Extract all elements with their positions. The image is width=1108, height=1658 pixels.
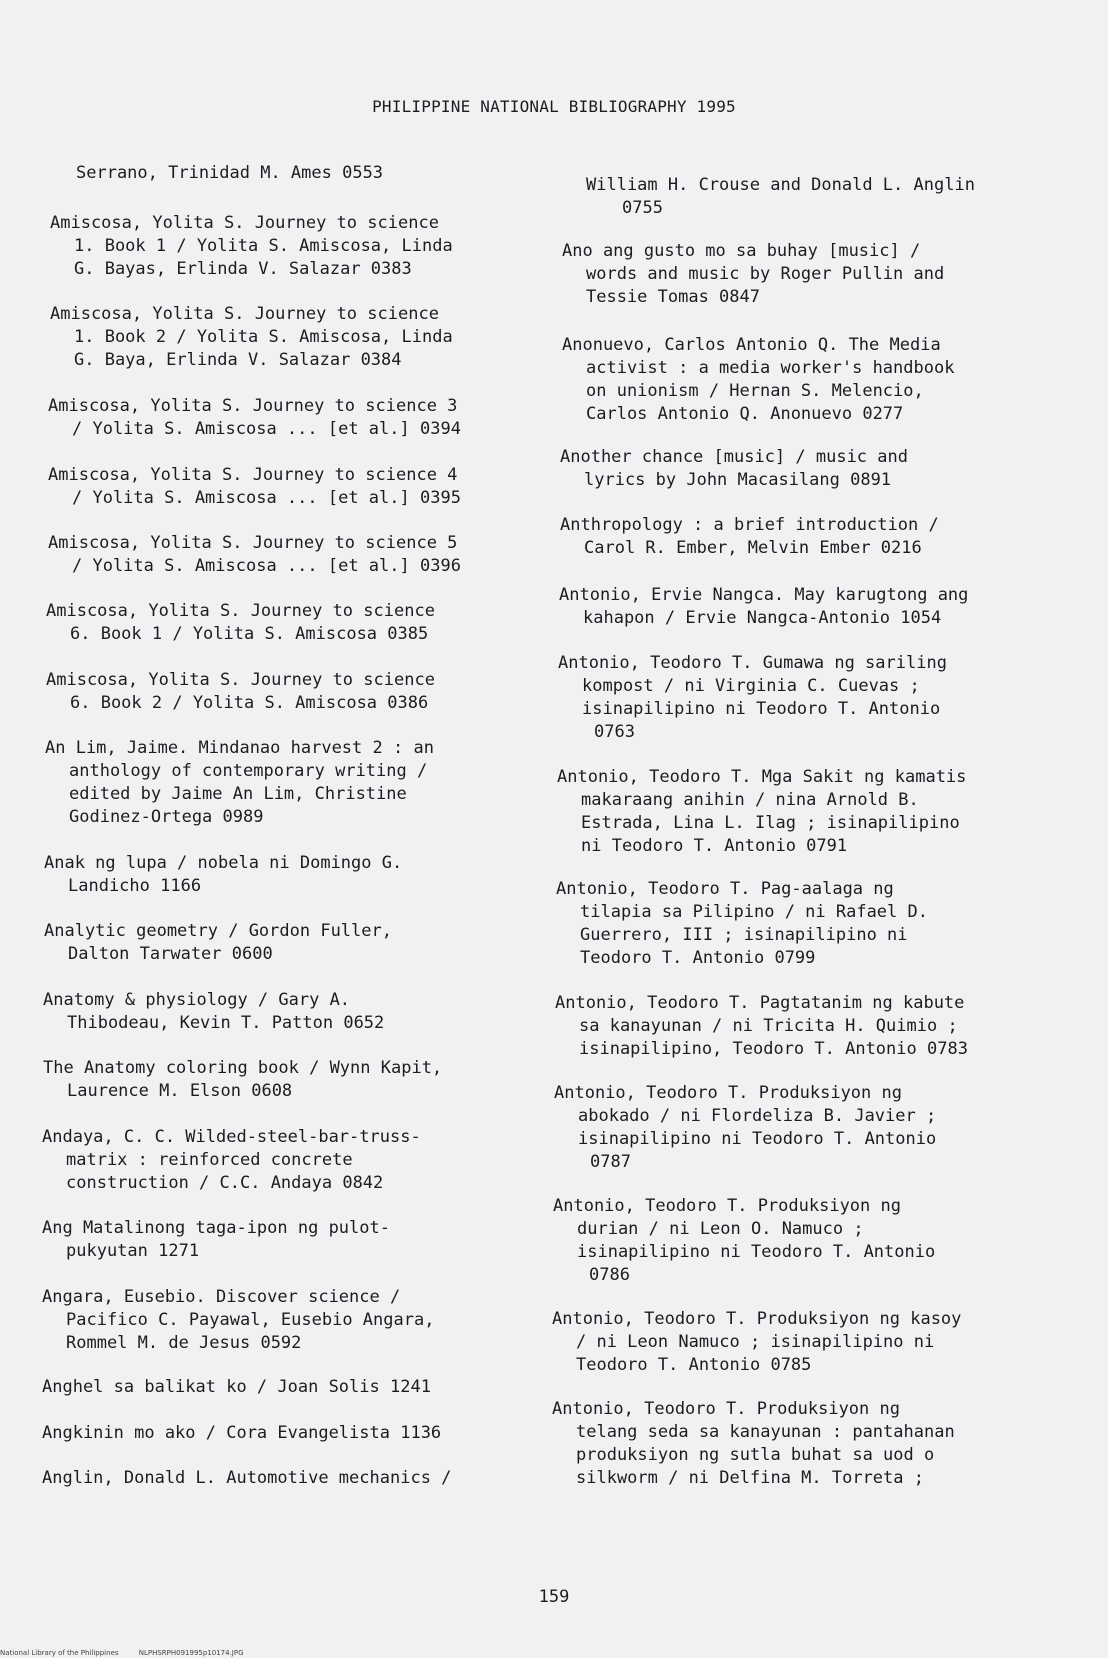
entry-line: matrix : reinforced concrete — [66, 1150, 353, 1170]
entry-line: Antonio, Ervie Nangca. May karugtong ang — [559, 585, 969, 605]
bib-entry — [556, 878, 928, 970]
bib-entry — [557, 766, 966, 858]
entry-line: Amiscosa, Yolita S. Journey to science — [46, 601, 435, 621]
page-header: PHILIPPINE NATIONAL BIBLIOGRAPHY 1995 — [372, 97, 736, 116]
entry-line: Antonio, Teodoro T. Produksiyon ng — [553, 1196, 901, 1216]
entry-line: kahapon / Ervie Nangca-Antonio 1054 — [583, 608, 942, 628]
entry-line: Analytic geometry / Gordon Fuller, — [44, 921, 392, 941]
entry-line: Antonio, Teodoro T. Produksiyon ng kasoy — [552, 1309, 962, 1329]
bib-entry — [560, 514, 939, 560]
entry-line: G. Bayas, Erlinda V. Salazar 0383 — [74, 259, 412, 279]
bib-entry — [44, 920, 392, 966]
bib-entry — [43, 989, 384, 1035]
entry-line: Amiscosa, Yolita S. Journey to science 5 — [48, 533, 458, 553]
entry-line: Anthropology : a brief introduction / — [560, 515, 939, 535]
bib-entry — [48, 532, 461, 578]
entry-line: 0755 — [622, 198, 663, 218]
bib-entry — [42, 1286, 434, 1355]
entry-line: Rommel M. de Jesus 0592 — [66, 1333, 302, 1353]
entry-line: An Lim, Jaime. Mindanao harvest 2 : an — [45, 738, 434, 758]
bib-entry — [50, 303, 453, 372]
bib-entry — [560, 446, 908, 492]
entry-line: / ni Leon Namuco ; isinapilipino ni — [576, 1332, 935, 1352]
entry-line: on unionism / Hernan S. Melencio, — [586, 381, 924, 401]
entry-line: Amiscosa, Yolita S. Journey to science — [50, 213, 439, 233]
entry-line: / Yolita S. Amiscosa ... [et al.] 0395 — [72, 488, 461, 508]
entry-line: Amiscosa, Yolita S. Journey to science 3 — [48, 396, 458, 416]
entry-line: isinapilipino ni Teodoro T. Antonio — [578, 1129, 937, 1149]
entry-line: William H. Crouse and Donald L. Anglin — [586, 175, 975, 195]
entry-line: Amiscosa, Yolita S. Journey to science — [46, 670, 435, 690]
entry-line: telang seda sa kanayunan : pantahanan — [576, 1422, 955, 1442]
entry-line: G. Baya, Erlinda V. Salazar 0384 — [74, 350, 402, 370]
scan-footer — [0, 1649, 262, 1657]
entry-line: Laurence M. Elson 0608 — [67, 1081, 293, 1101]
entry-line: Pacifico C. Payawal, Eusebio Angara, — [66, 1310, 435, 1330]
entry-line: Anonuevo, Carlos Antonio Q. The Media — [562, 335, 941, 355]
entry-line: Anatomy & physiology / Gary A. — [43, 990, 351, 1010]
bib-entry — [552, 1398, 955, 1490]
entry-line: Antonio, Teodoro T. Gumawa ng sariling — [558, 653, 947, 673]
entry-line: abokado / ni Flordeliza B. Javier ; — [578, 1106, 937, 1126]
entry-line: produksiyon ng sutla buhat sa uod o — [576, 1445, 935, 1465]
entry-line: 0763 — [594, 722, 635, 742]
bib-entry — [46, 600, 435, 646]
bib-entry — [48, 395, 461, 441]
entry-line: Angkinin mo ako / Cora Evangelista 1136 — [42, 1423, 442, 1443]
bib-entry — [42, 1376, 431, 1399]
entry-line: sa kanayunan / ni Tricita H. Quimio ; — [579, 1016, 958, 1036]
entry-line: 1. Book 1 / Yolita S. Amiscosa, Linda — [74, 236, 453, 256]
entry-line: Antonio, Teodoro T. Produksiyon ng — [554, 1083, 902, 1103]
bib-entry — [45, 737, 434, 829]
entry-line: kompost / ni Virginia C. Cuevas ; — [582, 676, 920, 696]
entry-line: pukyutan 1271 — [66, 1241, 200, 1261]
entry-line: isinapilipino, Teodoro T. Antonio 0783 — [579, 1039, 968, 1059]
entry-line: Anak ng lupa / nobela ni Domingo G. — [44, 853, 403, 873]
entry-line: Amiscosa, Yolita S. Journey to science 4 — [48, 465, 458, 485]
entry-line: Antonio, Teodoro T. Mga Sakit ng kamatis — [557, 767, 967, 787]
bib-entry — [42, 1422, 441, 1445]
footer-filename: NLPHSRPH091995p10174.JPG — [138, 1649, 244, 1657]
bib-entry — [46, 669, 435, 715]
entry-line: Carlos Antonio Q. Anonuevo 0277 — [586, 404, 904, 424]
entry-line: tilapia sa Pilipino / ni Rafael D. — [580, 902, 928, 922]
bib-entry — [554, 1082, 936, 1174]
entry-line: / Yolita S. Amiscosa ... [et al.] 0396 — [72, 556, 461, 576]
entry-line: Amiscosa, Yolita S. Journey to science — [50, 304, 439, 324]
entry-line: Antonio, Teodoro T. Pag-aalaga ng — [556, 879, 894, 899]
bib-entry — [559, 584, 968, 630]
entry-line: isinapilipino ni Teodoro T. Antonio — [582, 699, 941, 719]
entry-line: Serrano, Trinidad M. Ames 0553 — [76, 163, 384, 183]
entry-line: Carol R. Ember, Melvin Ember 0216 — [584, 538, 922, 558]
bib-entry — [42, 1126, 421, 1195]
entry-line: The Anatomy coloring book / Wynn Kapit, — [43, 1058, 443, 1078]
entry-line: Guerrero, III ; isinapilipino ni — [580, 925, 908, 945]
entry-line: Estrada, Lina L. Ilag ; isinapilipino — [581, 813, 960, 833]
bib-entry — [562, 240, 944, 309]
entry-line: Angara, Eusebio. Discover science / — [42, 1287, 401, 1307]
entry-line: lyrics by John Macasilang 0891 — [584, 470, 892, 490]
entry-line: makaraang anihin / nina Arnold B. — [581, 790, 919, 810]
entry-line: Landicho 1166 — [68, 876, 202, 896]
bib-entry — [48, 464, 461, 510]
entry-line: Andaya, C. C. Wilded-steel-bar-truss- — [42, 1127, 421, 1147]
entry-line: Anghel sa balikat ko / Joan Solis 1241 — [42, 1377, 431, 1397]
bib-entry — [42, 1217, 390, 1263]
entry-line: Anglin, Donald L. Automotive mechanics / — [42, 1468, 452, 1488]
bib-entry — [43, 1057, 442, 1103]
bib-entry — [555, 992, 968, 1061]
entry-line: Thibodeau, Kevin T. Patton 0652 — [67, 1013, 385, 1033]
entry-line: Dalton Tarwater 0600 — [68, 944, 273, 964]
bib-entry — [553, 1195, 935, 1287]
entry-line: Teodoro T. Antonio 0785 — [576, 1355, 812, 1375]
entry-line: Teodoro T. Antonio 0799 — [580, 948, 816, 968]
footer-source: National Library of the Philippines — [0, 1649, 119, 1657]
bib-entry — [42, 1467, 451, 1490]
entry-line: durian / ni Leon O. Namuco ; — [577, 1219, 864, 1239]
bib-entry — [562, 334, 954, 426]
entry-line: ni Teodoro T. Antonio 0791 — [581, 836, 848, 856]
entry-line: Godinez-Ortega 0989 — [69, 807, 264, 827]
entry-line: / Yolita S. Amiscosa ... [et al.] 0394 — [72, 419, 461, 439]
entry-line: words and music by Roger Pullin and — [586, 264, 945, 284]
bib-entry — [586, 174, 975, 220]
bib-entry — [44, 852, 402, 898]
entry-line: activist : a media worker's handbook — [586, 358, 955, 378]
bib-entry — [552, 1308, 961, 1377]
entry-line: Antonio, Teodoro T. Pagtatanim ng kabute — [555, 993, 965, 1013]
entry-line: 6. Book 2 / Yolita S. Amiscosa 0386 — [70, 693, 429, 713]
entry-line: silkworm / ni Delfina M. Torreta ; — [576, 1468, 924, 1488]
entry-line: anthology of contemporary writing / — [69, 761, 428, 781]
bib-entry — [50, 212, 453, 281]
entry-line: Tessie Tomas 0847 — [586, 287, 760, 307]
entry-line: Antonio, Teodoro T. Produksiyon ng — [552, 1399, 900, 1419]
entry-line: edited by Jaime An Lim, Christine — [69, 784, 407, 804]
bib-entry — [558, 652, 947, 744]
entry-line: 0786 — [589, 1265, 630, 1285]
entry-line: Ang Matalinong taga-ipon ng pulot- — [42, 1218, 390, 1238]
entry-line: Ano ang gusto mo sa buhay [music] / — [562, 241, 921, 261]
entry-line: Another chance [music] / music and — [560, 447, 908, 467]
entry-line: construction / C.C. Andaya 0842 — [66, 1173, 384, 1193]
entry-line: 0787 — [590, 1152, 631, 1172]
page-number: 159 — [538, 1587, 570, 1607]
entry-line: 1. Book 2 / Yolita S. Amiscosa, Linda — [74, 327, 453, 347]
entry-line: isinapilipino ni Teodoro T. Antonio — [577, 1242, 936, 1262]
bib-entry — [76, 162, 383, 185]
entry-line: 6. Book 1 / Yolita S. Amiscosa 0385 — [70, 624, 429, 644]
